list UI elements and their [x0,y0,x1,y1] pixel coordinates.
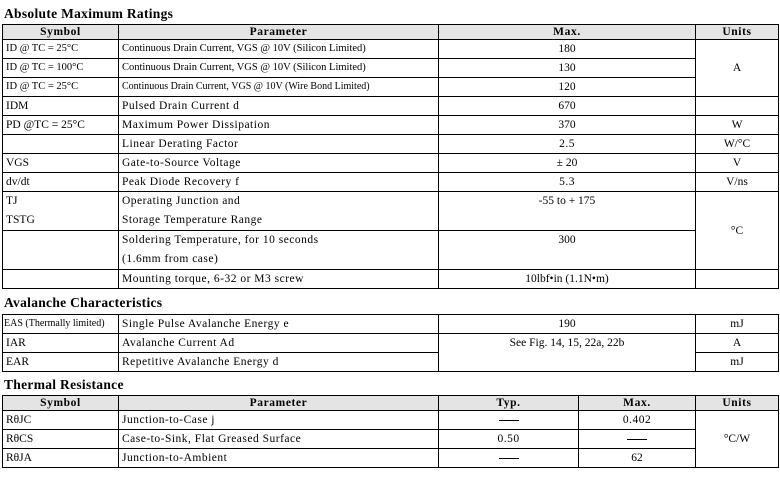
thermal-header-row [3,396,779,411]
units-cell-celsius: °C [696,192,779,270]
thermal-header-parameter: Parameter [119,396,439,411]
table-row [3,154,779,173]
thermal-table [2,395,779,468]
amr-header-max: Max. [439,25,696,40]
symbol-cell: IDM [3,97,119,116]
table-row [3,40,779,59]
table-row [3,430,779,449]
max-cell: 10lbf•in (1.1N•m) [439,270,696,289]
symbol-cell: PD @TC = 25°C [3,116,119,135]
amr-header-symbol: Symbol [3,25,119,40]
symbol-tstg: TSTG [6,214,35,226]
units-cell-thermal: °C/W [696,411,779,468]
thermal-header-units: Units [696,396,779,411]
symbol-cell: VGS [3,154,119,173]
parameter-cell: Junction-to-Ambient [119,449,439,468]
parameter-cell: Repetitive Avalanche Energy d [119,353,439,372]
amr-header-units: Units [696,25,779,40]
max-cell: 180 [439,40,696,59]
units-cell: A [696,334,779,353]
units-cell-blank [696,97,779,116]
amr-title: Absolute Maximum Ratings [4,6,174,21]
symbol-cell [3,135,119,154]
max-cell: 670 [439,97,696,116]
parameter-cell: Continuous Drain Current, VGS @ 10V (Silicon Limited) [119,40,439,59]
max-cell: 370 [439,116,696,135]
table-row [3,97,779,116]
table-row [3,449,779,468]
parameter-cell: Mounting torque, 6-32 or M3 screw [119,270,439,289]
parameter-line: (1.6mm from case) [122,253,219,265]
table-row [3,315,779,334]
typ-cell-dash [439,449,579,468]
parameter-cell: Avalanche Current Ad [119,334,439,353]
parameter-cell: Single Pulse Avalanche Energy e [119,315,439,334]
parameter-cell-tj [119,192,439,231]
symbol-cell: RθJA [3,449,119,468]
table-row [3,270,779,289]
parameter-line: Operating Junction and [122,195,241,207]
parameter-line: Storage Temperature Range [122,214,263,226]
typ-cell-dash [439,411,579,430]
units-cell-amps: A [696,40,779,97]
parameter-cell: Peak Diode Recovery f [119,173,439,192]
symbol-tj: TJ [6,195,18,207]
table-row [3,78,779,97]
units-cell: W [696,116,779,135]
max-cell: -55 to + 175 [439,192,696,231]
symbol-cell: ID @ TC = 25°C [3,78,119,97]
thermal-header-symbol: Symbol [3,396,119,411]
dash-mark [627,439,647,440]
symbol-cell: ID @ TC = 100°C [3,59,119,78]
parameter-cell: Case-to-Sink, Flat Greased Surface [119,430,439,449]
symbol-cell [3,231,119,270]
typ-cell: 0.50 [439,430,579,449]
symbol-cell: dv/dt [3,173,119,192]
max-cell-dash [579,430,696,449]
dash-mark [499,458,519,459]
max-cell: ± 20 [439,154,696,173]
symbol-cell: RθJC [3,411,119,430]
table-row [3,411,779,430]
thermal-header-typ: Typ. [439,396,579,411]
amr-header-row [3,25,779,40]
units-cell [696,270,779,289]
table-row [3,173,779,192]
table-row [3,59,779,78]
max-cell: 120 [439,78,696,97]
parameter-cell: Continuous Drain Current, VGS @ 10V (Wire Bond Limited) [119,78,439,97]
symbol-cell: ID @ TC = 25°C [3,40,119,59]
units-cell: mJ [696,315,779,334]
units-cell: W/°C [696,135,779,154]
max-cell-see-fig: See Fig. 14, 15, 22a, 22b [439,334,696,372]
symbol-cell-tj [3,192,119,231]
parameter-cell: Junction-to-Case j [119,411,439,430]
units-cell: V [696,154,779,173]
parameter-cell: Linear Derating Factor [119,135,439,154]
symbol-cell: IAR [3,334,119,353]
symbol-cell: EAR [3,353,119,372]
thermal-header-max: Max. [579,396,696,411]
aval-table [2,314,779,372]
table-row [3,231,779,270]
thermal-title: Thermal Resistance [4,377,124,392]
max-cell: 62 [579,449,696,468]
max-cell: 190 [439,315,696,334]
table-row [3,334,779,353]
max-cell: 130 [439,59,696,78]
table-row [3,192,779,231]
max-cell: 2.5 [439,135,696,154]
max-cell: 5.3 [439,173,696,192]
dash-mark [499,420,519,421]
parameter-cell-solder [119,231,439,270]
amr-table [2,24,779,289]
parameter-cell: Maximum Power Dissipation [119,116,439,135]
parameter-cell: Gate-to-Source Voltage [119,154,439,173]
symbol-cell: RθCS [3,430,119,449]
max-cell: 0.402 [579,411,696,430]
symbol-cell: EAS (Thermally limited) [3,315,119,334]
parameter-cell: Continuous Drain Current, VGS @ 10V (Silicon Limited) [119,59,439,78]
max-cell: 300 [439,231,696,270]
aval-title: Avalanche Characteristics [4,295,163,310]
amr-header-parameter: Parameter [119,25,439,40]
table-row [3,135,779,154]
symbol-cell [3,270,119,289]
units-cell: mJ [696,353,779,372]
units-cell: V/ns [696,173,779,192]
parameter-line: Soldering Temperature, for 10 seconds [122,234,319,246]
table-row [3,116,779,135]
parameter-cell: Pulsed Drain Current d [119,97,439,116]
